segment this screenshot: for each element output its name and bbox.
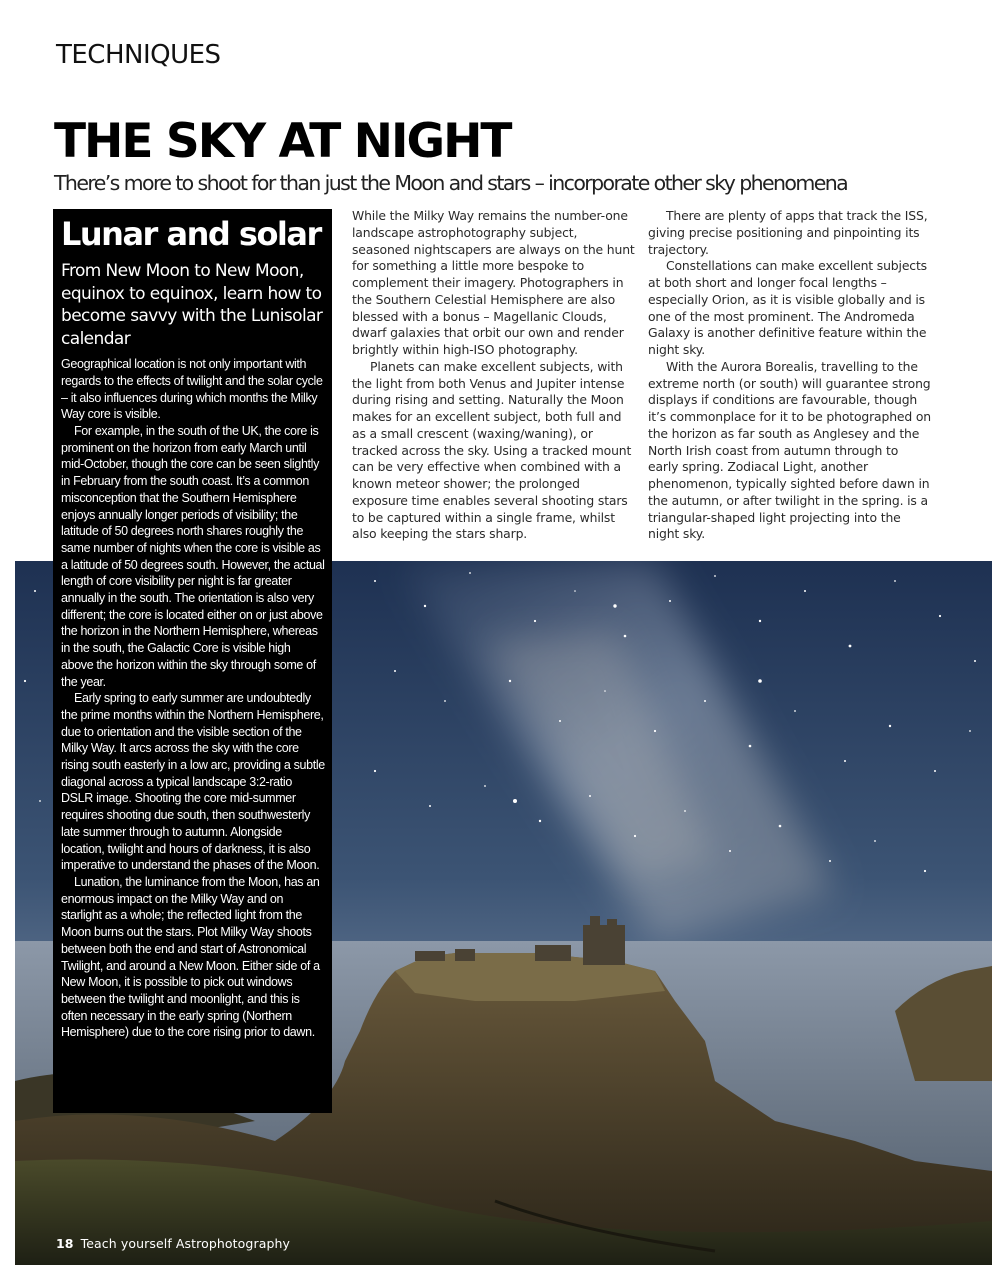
sidebar-paragraph: Early spring to early summer are undoubtedly the prime months within the Northern Hemisphere, due to orientation and the visible section of the Milky Way. It arcs across the sky with the core rising south easterly in a low arc, providing a subtle diagonal across a typical landscape 3:2-ratio DSLR image. Shooting the core mid-summer requires shooting due south, then southwesterly late summer through to autumn. Alongside location, twilight and hours of darkness, it is also imperative to understand the phases of the Moon.	[61, 691, 325, 873]
sidebar-paragraph: For example, in the south of the UK, the core is prominent on the horizon from early March until mid-October, though the core can be seen slightly in February from the south coast. It’s a common misconception that the Southern Hemisphere enjoys annually longer periods of visibility; the latitude of 50 degrees north shares roughly the same number of nights when the core is visible as a latitude of 50 degrees south. However, the actual length of core visibility per night is far greater annually in the south. The orientation is also very different; the core is located either on or just above the horizon in the Northern Hemisphere, whereas in the south, the Galactic Core is visible high above the horizon within the sky through some of the year.	[61, 424, 325, 689]
body-paragraph: While the Milky Way remains the number-one landscape astrophotography subject, seasoned nightscapers are always on the hunt for something a little more bespoke to complement their imagery. Photographers in the Southern Celestial Hemisphere are also blessed with a bonus – Magellanic Clouds, dwarf galaxies that orbit our own and render brightly within high-ISO photography.	[352, 208, 635, 357]
body-paragraph: There are plenty of apps that track the ISS, giving precise positioning and pinpointing its trajectory.	[648, 208, 928, 257]
publication-name: Teach yourself Astrophotography	[80, 1236, 291, 1251]
sidebar-intro: From New Moon to New Moon, equinox to equinox, learn how to become savvy with the Lunisolar calendar	[61, 261, 323, 349]
lunar-solar-sidebar	[53, 209, 332, 1113]
sidebar-title: Lunar and solar	[61, 215, 321, 253]
sidebar-body	[61, 356, 325, 1041]
page-number: 18	[56, 1236, 74, 1251]
page-title: THE SKY AT NIGHT	[54, 114, 511, 169]
standfirst: There’s more to shoot for than just the Moon and stars – incorporate other sky phenomena	[54, 171, 848, 195]
body-column-1	[352, 208, 635, 543]
sidebar-paragraph: Lunation, the luminance from the Moon, has an enormous impact on the Milky Way and on starlight as a whole; the reflected light from the Moon burns out the stars. Plot Milky Way shoots between both the end and start of Astronomical Twilight, and around a New Moon. Either side of a New Moon, it is possible to pick out windows between the twilight and moonlight, and this is often necessary in the early spring (Northern Hemisphere) due to the core rising prior to dawn.	[61, 874, 320, 1040]
body-paragraph: Constellations can make excellent subjects at both short and longer focal lengths – especially Orion, as it is visible globally and is one of the most prominent. The Andromeda Galaxy is another definitive feature within the night sky.	[648, 258, 927, 357]
body-paragraph: Planets can make excellent subjects, with the light from both Venus and Jupiter intense during rising and setting. Naturally the Moon makes for an excellent subject, both full and as a small crescent (waxing/waning), or tracked across the sky. Using a tracked mount can be very effective when combined with a known meteor shower; the prolonged exposure time enables several shooting stars to be captured within a single frame, whilst also keeping the stars sharp.	[352, 358, 632, 542]
sidebar-paragraph: Geographical location is not only important with regards to the effects of twilight and the solar cycle – it also influences during which months the Milky Way core is visible.	[61, 357, 323, 422]
section-label: TECHNIQUES	[56, 40, 221, 70]
body-paragraph: With the Aurora Borealis, travelling to the extreme north (or south) will guarantee strong displays if conditions are favourable, though it’s commonplace for it to be photographed on the horizon as far south as Anglesey and the North Irish coast from autumn through to early spring. Zodiacal Light, another phenomenon, typically sighted before dawn in the autumn, or after twilight in the spring. is a triangular-shaped light projecting into the night sky.	[648, 358, 932, 542]
page-footer	[56, 1236, 290, 1251]
body-column-2	[648, 208, 932, 543]
